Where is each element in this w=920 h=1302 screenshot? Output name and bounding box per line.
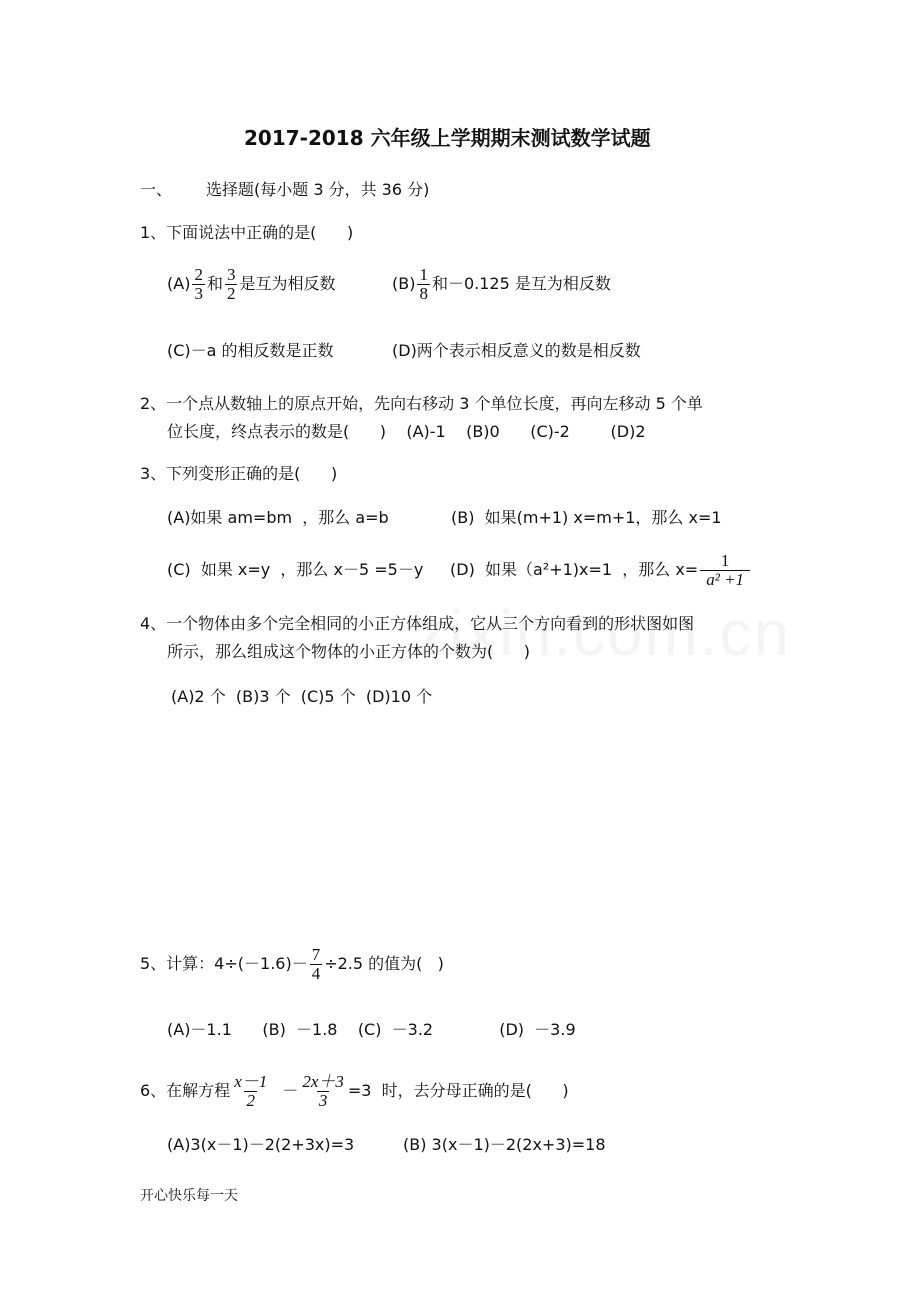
question-6-prefix: 6、在解方程 — [140, 1081, 231, 1100]
question-1-option-d: (D)两个表示相反意义的数是相反数 — [392, 341, 641, 360]
question-1-stem: 1、下面说法中正确的是( ) — [140, 223, 354, 242]
fraction-three-halves — [225, 266, 238, 303]
question-3-option-a: (A)如果 am=bm ，那么 a=b — [167, 508, 389, 527]
numerator: 1 — [419, 265, 428, 284]
question-2-line-2: 位长度，终点表示的数是( ) (A)-1 (B)0 (C)-2 (D)2 — [167, 422, 646, 441]
fraction-2x-plus-3-over-3 — [300, 1073, 346, 1110]
numerator: 7 — [311, 945, 321, 964]
question-5-options: (A)－1.1 (B) －1.8 (C) －3.2 (D) －3.9 — [167, 1020, 576, 1039]
denominator: 4 — [311, 964, 321, 983]
question-3-option-d — [450, 549, 752, 591]
question-1-option-b — [392, 264, 611, 304]
numerator: 2 — [194, 265, 203, 284]
numerator: 2x＋3 — [302, 1072, 344, 1091]
option-b-suffix: 和－0.125 是互为相反数 — [431, 274, 611, 293]
question-2-line-1: 2、一个点从数轴上的原点开始，先向右移动 3 个单位长度，再向左移动 5 个单 — [140, 394, 703, 413]
fraction-one-eighth — [417, 266, 430, 303]
page-footer: 开心快乐每一天 — [140, 1189, 238, 1204]
question-6-stem — [140, 1068, 569, 1114]
option-a-prefix: (A) — [167, 274, 191, 293]
section-heading: 选择题(每小题 3 分，共 36 分) — [206, 180, 430, 199]
denominator: 3 — [318, 1091, 328, 1110]
question-6-minus: － — [282, 1081, 299, 1100]
denominator: a² +1 — [700, 570, 750, 589]
question-6-suffix: =3 时，去分母正确的是( ) — [347, 1081, 569, 1100]
option-b-prefix: (B) — [392, 274, 416, 293]
question-3-stem: 3、下列变形正确的是( ) — [140, 464, 338, 483]
denominator: 2 — [226, 284, 236, 303]
option-d-prefix: (D) 如果（a²+1)x=1 ，那么 x= — [450, 560, 699, 579]
denominator: 8 — [419, 284, 428, 303]
denominator: 2 — [246, 1091, 255, 1110]
option-a-mid: 和 — [206, 274, 223, 293]
question-5-prefix: 5、计算：4÷(－1.6)－ — [140, 954, 308, 973]
question-3-option-b: (B) 如果(m+1) x=m+1，那么 x=1 — [451, 508, 722, 527]
question-3-option-c: (C) 如果 x=y ，那么 x－5 =5－y — [167, 560, 424, 579]
fraction-two-thirds — [192, 266, 205, 303]
option-a-suffix: 是互为相反数 — [239, 274, 336, 293]
fraction-one-over-a-squared-plus-one — [700, 552, 750, 589]
question-1-option-a — [167, 264, 335, 304]
question-4-line-1: 4、一个物体由多个完全相同的小正方体组成，它从三个方向看到的形状图如图 — [140, 614, 695, 633]
denominator: 3 — [194, 284, 203, 303]
question-4-options: (A)2 个 (B)3 个 (C)5 个 (D)10 个 — [171, 687, 433, 706]
fraction-x-minus-1-over-2 — [232, 1073, 269, 1110]
fraction-seven-fourths — [310, 946, 323, 983]
numerator: x－1 — [234, 1072, 268, 1091]
question-5-stem — [140, 942, 444, 986]
question-4-line-2: 所示，那么组成这个物体的小正方体的个数为( ) — [167, 642, 531, 661]
page-title: 2017-2018 六年级上学期期末测试数学试题 — [244, 126, 651, 150]
question-6-option-a: (A)3(x－1)－2(2+3x)=3 — [167, 1135, 355, 1154]
numerator: 3 — [226, 265, 236, 284]
question-1-option-c: (C)－a 的相反数是正数 — [167, 341, 334, 360]
question-5-suffix: ÷2.5 的值为( ) — [324, 954, 444, 973]
question-6-option-b: (B) 3(x－1)－2(2x+3)=18 — [403, 1135, 606, 1154]
numerator: 1 — [720, 551, 730, 570]
section-number: 一、 — [140, 180, 173, 199]
